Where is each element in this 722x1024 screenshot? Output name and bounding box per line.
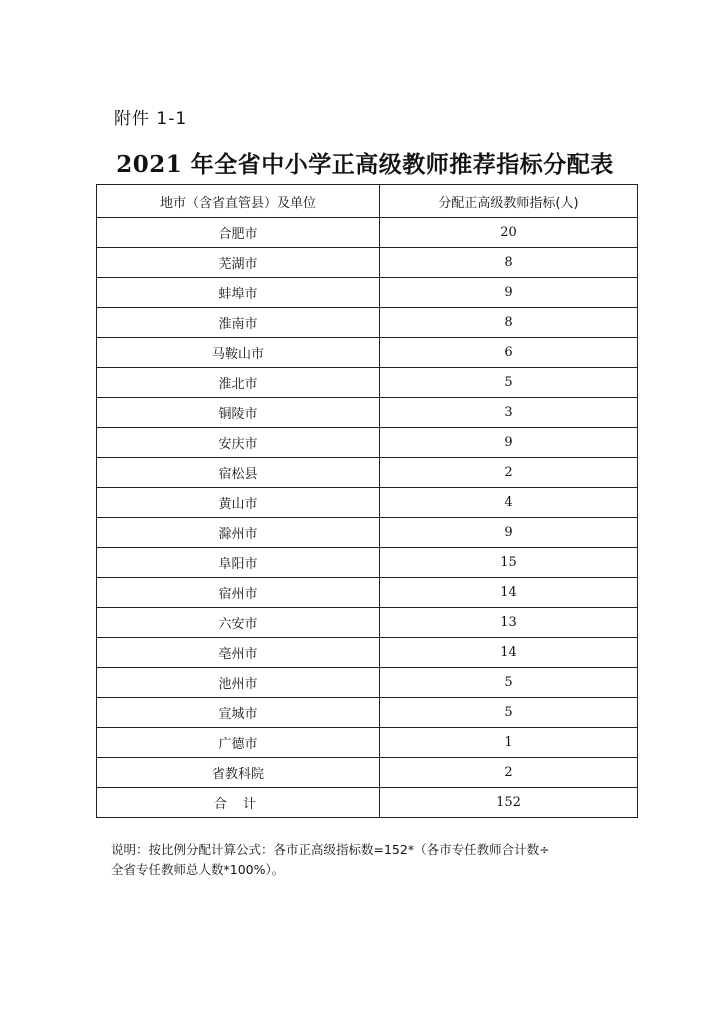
table-row bbox=[97, 608, 638, 638]
table-row bbox=[97, 308, 638, 338]
table-row bbox=[97, 248, 638, 278]
table-row bbox=[97, 218, 638, 248]
table-row bbox=[97, 458, 638, 488]
table-row bbox=[97, 368, 638, 398]
quota-count: 5 bbox=[380, 698, 638, 728]
quota-count: 9 bbox=[380, 278, 638, 308]
quota-count: 5 bbox=[380, 668, 638, 698]
region-name: 省教科院 bbox=[97, 758, 380, 788]
table-row bbox=[97, 278, 638, 308]
region-name: 宿松县 bbox=[97, 458, 380, 488]
table-row bbox=[97, 488, 638, 518]
column-header-quota: 分配正高级教师指标(人) bbox=[380, 185, 638, 218]
total-count: 152 bbox=[380, 788, 638, 818]
quota-count: 15 bbox=[380, 548, 638, 578]
total-row bbox=[97, 788, 638, 818]
quota-count: 8 bbox=[380, 308, 638, 338]
table-row bbox=[97, 548, 638, 578]
region-name: 铜陵市 bbox=[97, 398, 380, 428]
column-header-region: 地市（含省直管县）及单位 bbox=[97, 185, 380, 218]
region-name: 宿州市 bbox=[97, 578, 380, 608]
region-name: 淮北市 bbox=[97, 368, 380, 398]
table-row bbox=[97, 668, 638, 698]
region-name: 滁州市 bbox=[97, 518, 380, 548]
quota-count: 20 bbox=[380, 218, 638, 248]
footnote bbox=[111, 840, 631, 880]
document-title: 2021 年全省中小学正高级教师推荐指标分配表 bbox=[116, 151, 614, 178]
quota-count: 9 bbox=[380, 518, 638, 548]
region-name: 宣城市 bbox=[97, 698, 380, 728]
quota-count: 5 bbox=[380, 368, 638, 398]
allocation-table bbox=[96, 184, 638, 818]
quota-count: 6 bbox=[380, 338, 638, 368]
region-name: 黄山市 bbox=[97, 488, 380, 518]
table-header-row bbox=[97, 185, 638, 218]
table-row bbox=[97, 428, 638, 458]
total-label: 合 计 bbox=[97, 788, 380, 818]
region-name: 阜阳市 bbox=[97, 548, 380, 578]
table-row bbox=[97, 338, 638, 368]
quota-count: 14 bbox=[380, 578, 638, 608]
quota-count: 3 bbox=[380, 398, 638, 428]
table-row bbox=[97, 398, 638, 428]
quota-count: 1 bbox=[380, 728, 638, 758]
region-name: 蚌埠市 bbox=[97, 278, 380, 308]
region-name: 合肥市 bbox=[97, 218, 380, 248]
table-row bbox=[97, 698, 638, 728]
quota-count: 2 bbox=[380, 758, 638, 788]
region-name: 芜湖市 bbox=[97, 248, 380, 278]
quota-count: 14 bbox=[380, 638, 638, 668]
footnote-line-2: 全省专任教师总人数*100%）。 bbox=[111, 862, 285, 877]
quota-count: 8 bbox=[380, 248, 638, 278]
region-name: 安庆市 bbox=[97, 428, 380, 458]
attachment-label: 附件 1-1 bbox=[114, 109, 188, 129]
region-name: 亳州市 bbox=[97, 638, 380, 668]
table-row bbox=[97, 638, 638, 668]
region-name: 六安市 bbox=[97, 608, 380, 638]
table-row bbox=[97, 758, 638, 788]
quota-count: 9 bbox=[380, 428, 638, 458]
table-row bbox=[97, 518, 638, 548]
quota-count: 2 bbox=[380, 458, 638, 488]
quota-count: 13 bbox=[380, 608, 638, 638]
footnote-line-1: 说明：按比例分配计算公式：各市正高级指标数=152*（各市专任教师合计数÷ bbox=[111, 842, 550, 857]
region-name: 广德市 bbox=[97, 728, 380, 758]
table-row bbox=[97, 728, 638, 758]
quota-count: 4 bbox=[380, 488, 638, 518]
region-name: 马鞍山市 bbox=[97, 338, 380, 368]
region-name: 淮南市 bbox=[97, 308, 380, 338]
table-row bbox=[97, 578, 638, 608]
table-body bbox=[97, 185, 638, 818]
region-name: 池州市 bbox=[97, 668, 380, 698]
